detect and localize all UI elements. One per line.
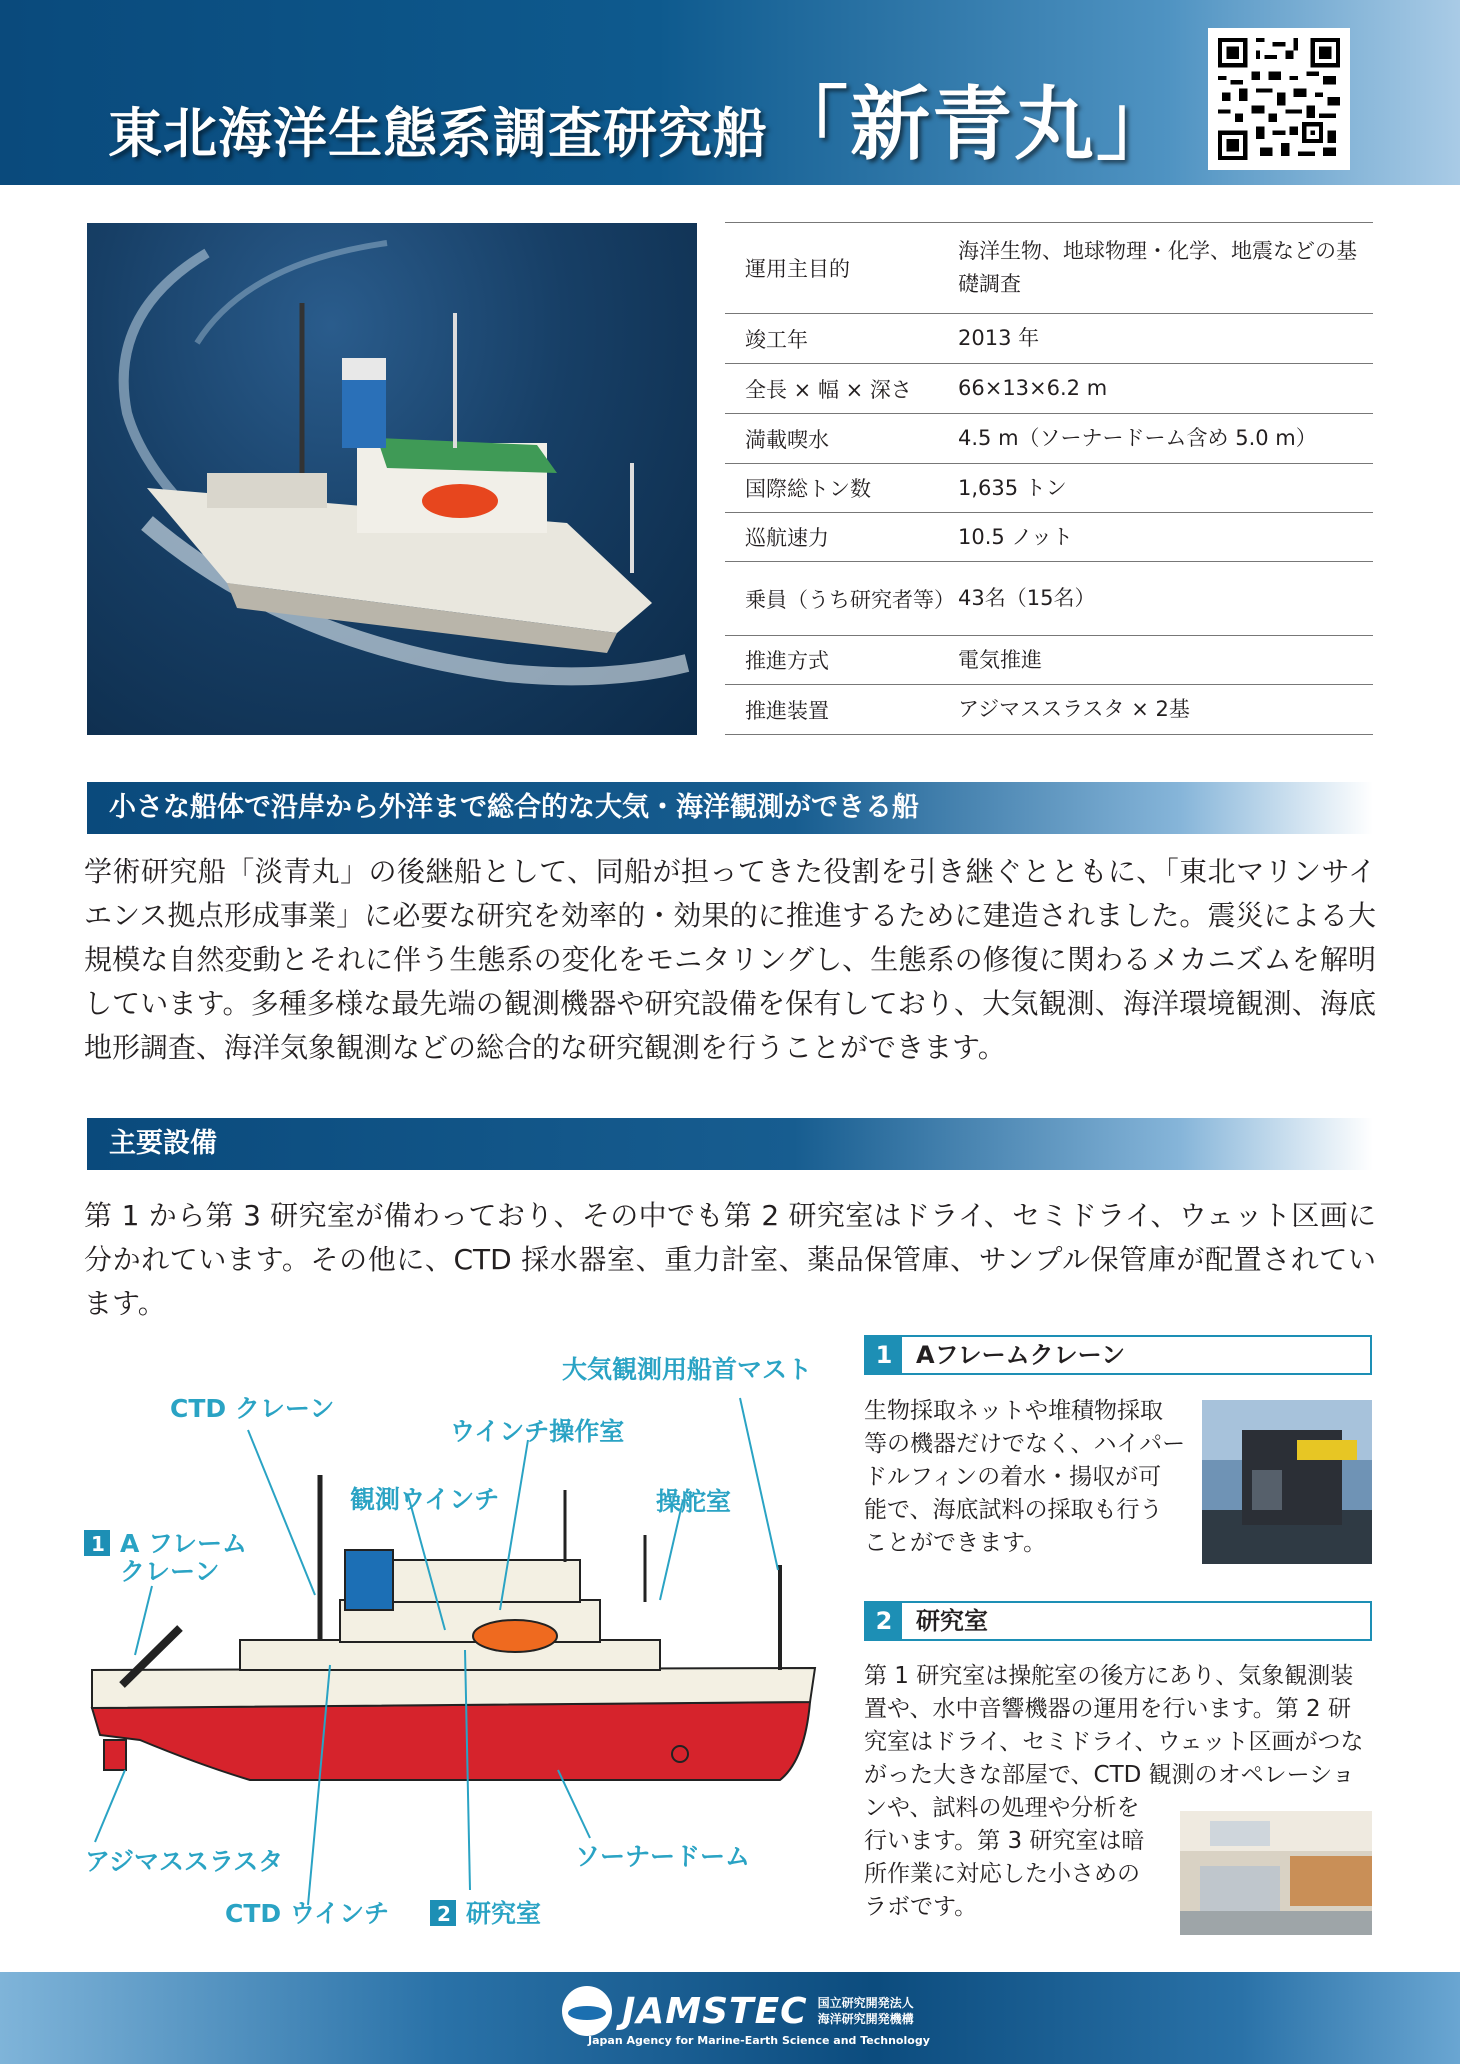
ship-photo — [87, 223, 697, 735]
qr-code[interactable] — [1208, 28, 1350, 170]
section-heading-intro: 小さな船体で沿岸から外洋まで総合的な大気・海洋観測ができる船 — [87, 782, 1373, 834]
spec-value: 電気推進 — [958, 647, 1042, 672]
label-winch-room: ウインチ操作室 — [450, 1417, 625, 1446]
spec-label: 推進装置 — [745, 698, 829, 723]
item-title: 研究室 — [916, 1607, 988, 1635]
lab-photo — [1180, 1811, 1372, 1935]
item-text-lab: 第 1 研究室は操舵室の後方にあり、気象観測装 置や、水中音響機器の運用を行います。第 2 研 究室はドライ、セミドライ、ウェット区画がつな がった大きな部屋で、CTD 観測のオペレーショ ンや、試料の処理や分析を 行います。第 3 研究室は暗 所作業に対応した小さめの ラボです。 — [864, 1663, 1364, 1920]
logo-wordmark: JAMSTEC — [622, 1990, 808, 2032]
spec-row — [725, 636, 1373, 685]
item-number: 1 — [866, 1337, 902, 1373]
section-heading-equipment: 主要設備 — [87, 1118, 1373, 1170]
label-bridge: 操舵室 — [656, 1487, 732, 1516]
spec-value: 43名（15名） — [958, 586, 1096, 610]
label-aframe-line2: クレーン — [120, 1557, 220, 1586]
title-ship-name: 「新青丸」 — [768, 78, 1178, 171]
spec-value: アジマススラスタ × 2基 — [958, 697, 1190, 721]
item-heading-aframe — [864, 1335, 1372, 1375]
spec-row — [725, 513, 1373, 562]
spec-label: 乗員（うち研究者等） — [745, 587, 955, 612]
footer-banner — [0, 1972, 1460, 2064]
item-heading-lab — [864, 1601, 1372, 1641]
spec-value: 海洋生物、地球物理・化学、地震などの基礎調査 — [958, 239, 1357, 296]
aframe-number: 1 — [91, 1532, 105, 1556]
spec-value: 2013 年 — [958, 326, 1040, 350]
jamstec-logo-icon — [562, 1986, 612, 2036]
qr-code-icon — [1218, 38, 1340, 160]
spec-row — [725, 562, 1373, 636]
ship-photo-illustration — [87, 223, 697, 735]
spec-row — [725, 685, 1373, 735]
equipment-paragraph: 第 1 から第 3 研究室が備わっており、その中でも第 2 研究室はドライ、セミドライ、ウェット区画に分かれています。その他に、CTD 採水器室、重力計室、薬品保管庫、サンプル保管庫が配置されています。 — [84, 1199, 1376, 1320]
org-name-jp: 国立研究開発法人 海洋研究開発機構 — [817, 1996, 914, 2026]
item-text-aframe: 生物採取ネットや堆積物採取 等の機器だけでなく、ハイパー ドルフィンの着水・揚収が可 能で、海底試料の採取も行う ことができます。 — [864, 1398, 1186, 1556]
spec-row — [725, 364, 1373, 414]
ship-diagram — [80, 1340, 840, 1940]
spec-label: 国際総トン数 — [745, 477, 871, 501]
spec-label: 竣工年 — [745, 327, 808, 352]
aframe-photo — [1202, 1400, 1372, 1564]
label-lab: 研究室 — [466, 1899, 542, 1928]
label-ctd-crane: CTD クレーン — [170, 1394, 335, 1423]
label-mast: 大気観測用船首マスト — [562, 1355, 813, 1384]
lab-photo-illustration — [1180, 1811, 1372, 1935]
spec-row — [725, 464, 1373, 513]
label-ctd-winch: CTD ウインチ — [225, 1899, 390, 1928]
item-title: Aフレームクレーン — [916, 1341, 1126, 1369]
spec-table — [725, 222, 1373, 735]
spec-label: 満載喫水 — [745, 427, 829, 452]
label-sonar-dome: ソーナードーム — [575, 1842, 751, 1871]
spec-label: 巡航速力 — [745, 526, 829, 550]
spec-label: 運用主目的 — [745, 257, 850, 281]
spec-label: 全長 × 幅 × 深さ — [745, 377, 912, 402]
aframe-photo-illustration — [1202, 1400, 1372, 1564]
page-title — [108, 60, 1178, 175]
item-number: 2 — [866, 1603, 902, 1639]
ship-diagram-illustration — [80, 1340, 840, 1940]
header-banner — [0, 0, 1460, 185]
spec-label: 推進方式 — [745, 649, 829, 673]
org-name-en: Japan Agency for Marine-Earth Science and Technology — [588, 2034, 930, 2047]
spec-row — [725, 414, 1373, 464]
intro-paragraph: 学術研究船「淡青丸」の後継船として、同船が担ってきた役割を引き継ぐとともに、「東北マリンサイエンス拠点形成事業」に必要な研究を効率的・効果的に推進するために建造されました。震災による大規模な自然変動とそれに伴う生態系の変化をモニタリングし、生態系の修復に関わるメカニズムを解明しています。多種多様な最先端の観測機器や研究設備を保有しており、大気観測、海洋環境観測、海底地形調査、海洋気象観測などの総合的な研究観測を行うことができます。 — [84, 855, 1376, 1064]
spec-row — [725, 314, 1373, 364]
jamstec-logo[interactable] — [562, 1986, 930, 2047]
spec-value: 66×13×6.2 m — [958, 376, 1108, 400]
lab-number: 2 — [437, 1902, 451, 1926]
spec-row — [725, 223, 1373, 314]
spec-value: 10.5 ノット — [958, 524, 1073, 549]
spec-value: 1,635 トン — [958, 475, 1067, 500]
spec-value: 4.5 m（ソーナードーム含め 5.0 m） — [958, 426, 1317, 450]
label-azimuth-thruster: アジマススラスタ — [85, 1847, 284, 1876]
label-observation-winch: 観測ウインチ — [350, 1485, 500, 1514]
title-main: 東北海洋生態系調査研究船 — [108, 102, 768, 165]
label-aframe-line1: A フレーム — [120, 1529, 248, 1558]
